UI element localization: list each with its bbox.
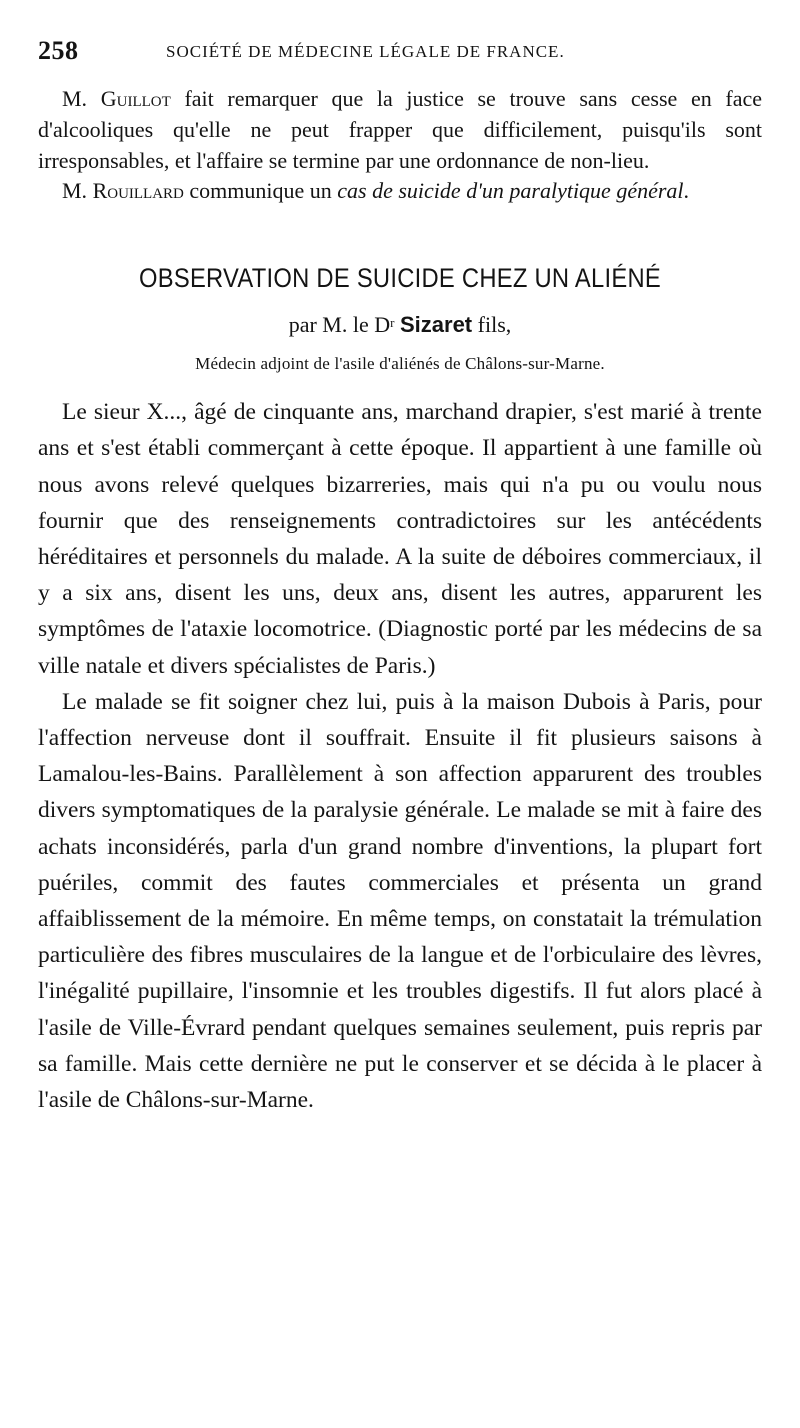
paragraph-text: communique un — [183, 178, 338, 204]
byline-prefix: par M. le D — [288, 312, 391, 338]
author-name: Sizaret — [399, 312, 473, 338]
running-title: SOCIÉTÉ DE MÉDECINE LÉGALE DE FRANCE. — [166, 42, 565, 61]
intro-paragraph-rouillard — [38, 176, 762, 207]
body-paragraph-1: Le sieur X..., âgé de cinquante ans, marchand drapier, s'est marié à trente ans et s'est établi commerçant à cette époque. Il appartient à une famille où nous avons relevé quelques bizarreries, mais qui n'a pu ou voulu nous fournir que des renseignements contradictoires sur les antécédents héréditaires et personnels du malade. A la suite de déboires commerciaux, il y a six ans, disent les uns, deux ans, disent les autres, apparurent les symptômes de l'ataxie locomotrice. (Diagnostic porté par les médecins de sa ville natale et divers spécialistes de Paris.) — [38, 399, 762, 679]
author-byline — [38, 310, 762, 340]
body-paragraph-2: Le malade se fit soigner chez lui, puis à la maison Dubois à Paris, pour l'affection nerveuse dont il souffrait. Ensuite il fit plusieurs saisons à Lamalou-les-Bains. Parallèlement à son affection apparurent des troubles divers symptomatiques de la paralysie générale. Le malade se mit à faire des achats inconsidérés, parla d'un grand nombre d'inventions, la plupart fort puériles, commit des fautes commerciales et présenta un grand affaiblissement de la mémoire. En même temps, on constatait la trémulation particulière des fibres musculaires de la langue et de l'orbiculaire des lèvres, l'inégalité pupillaire, l'insomnie et les troubles digestifs. Il fut alors placé à l'asile de Ville-Évrard pendant quelques semaines seulement, puis repris par sa famille. Mais cette dernière ne put le conserver et se décida à le placer à l'asile de Châlons-sur-Marne. — [38, 688, 762, 1114]
speaker-name-rouillard: Rouillard — [92, 178, 184, 204]
author-affiliation: Médecin adjoint de l'asile d'aliénés de Châlons-sur-Marne. — [195, 354, 605, 374]
paragraph-text: fait remarquer que la justice se trouve sans cesse en face d'alcooliques qu'elle ne peut frapper que difficilement, puisqu'ils sont irresponsables, et l'affaire se termine par une ordonnance de non-lieu. — [38, 86, 763, 173]
case-title-italic: cas de suicide d'un paralytique général — [337, 178, 684, 204]
speaker-initial: M. — [62, 86, 101, 111]
article-body — [38, 394, 762, 1118]
speaker-name-guillot: Guillot — [100, 86, 171, 111]
page-number: 258 — [38, 36, 79, 65]
running-head — [38, 34, 762, 70]
speaker-initial: M. — [62, 178, 93, 204]
byline-superscript: r — [390, 315, 395, 331]
byline-suffix: fils, — [472, 312, 512, 338]
intro-paragraph-guillot — [38, 84, 762, 176]
paragraph-end: . — [683, 178, 690, 204]
article-title: OBSERVATION DE SUICIDE CHEZ UN ALIÉNÉ — [138, 263, 662, 294]
